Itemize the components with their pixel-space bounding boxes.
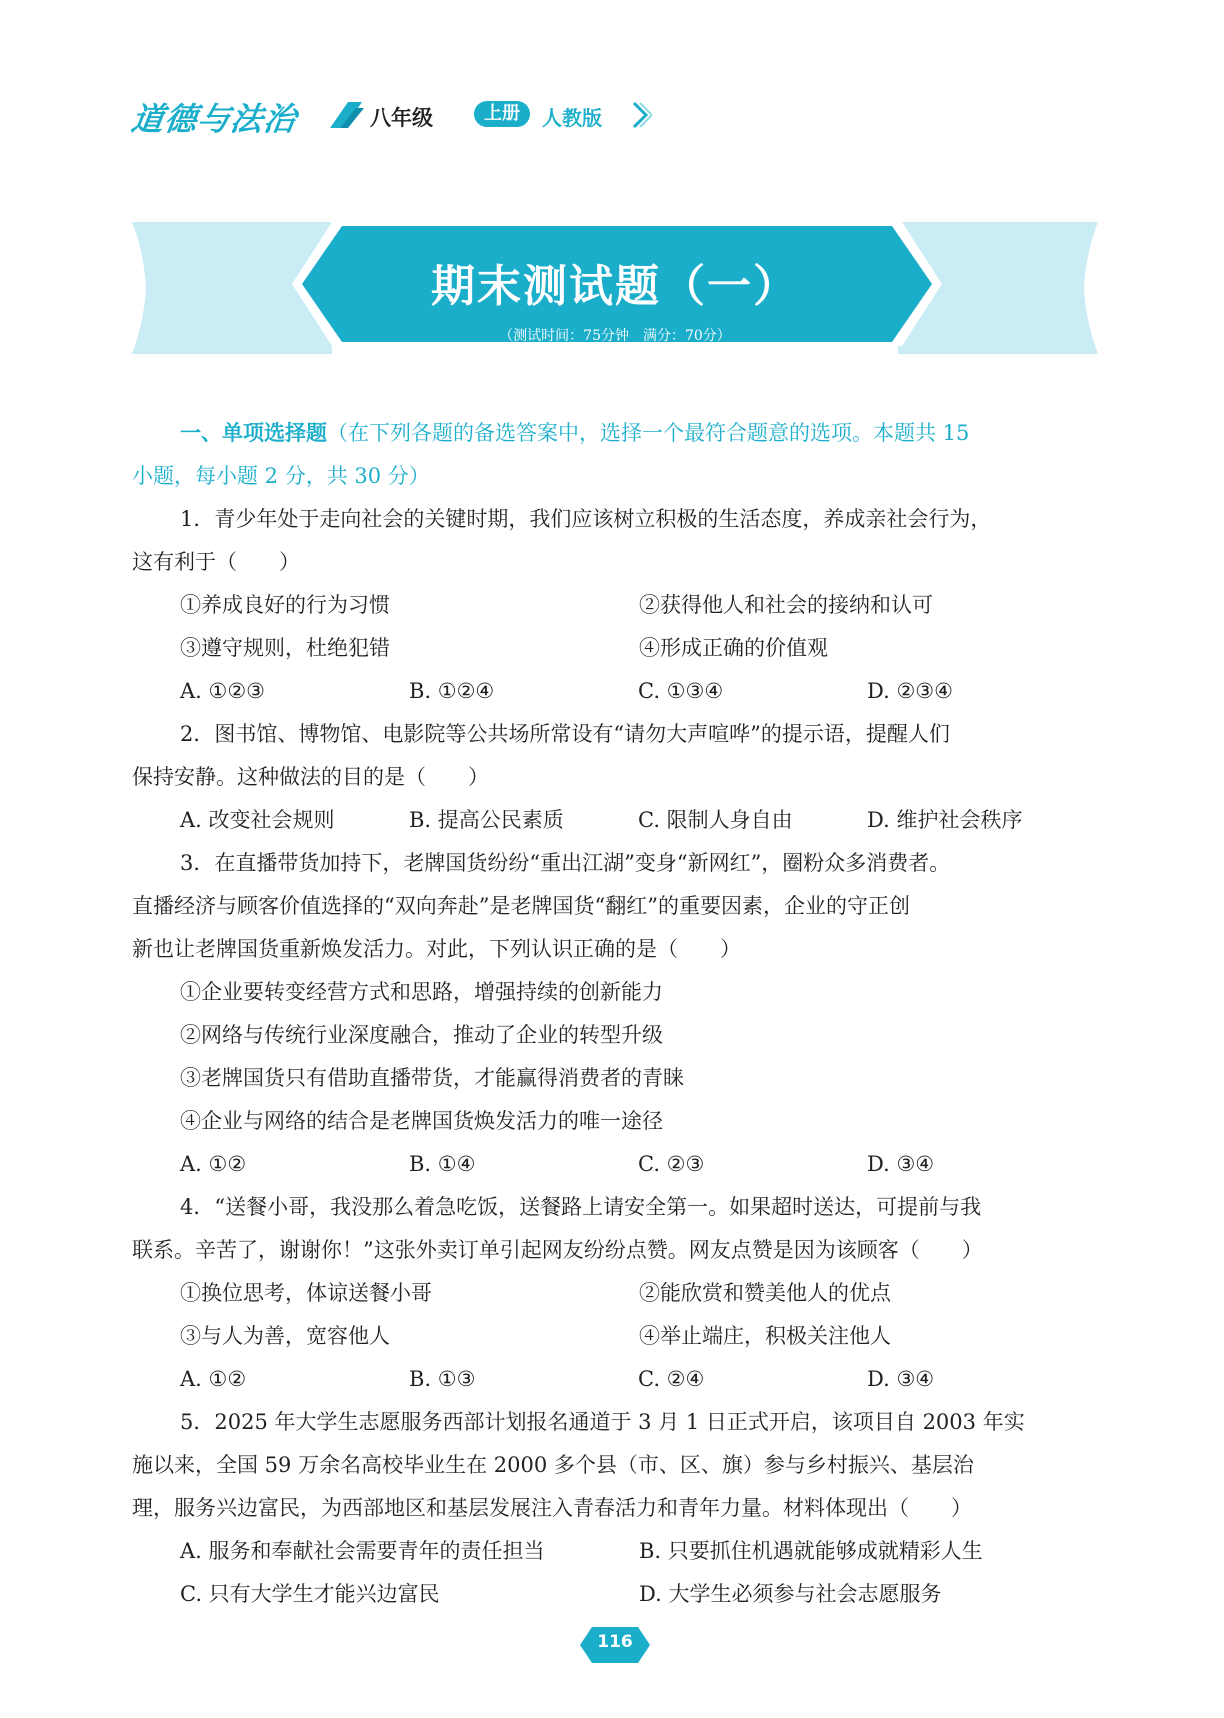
option-c[interactable]: C. ①③④ (638, 679, 724, 703)
question-4-stem-1: 4．“送餐小哥，我没那么着急吃饭，送餐路上请安全第一。如果超时送达，可提前与我 (180, 1195, 982, 1219)
statement: ③遵守规则，杜绝犯错 (180, 636, 390, 660)
question-3-stem-2: 直播经济与顾客价值选择的“双向奔赴”是老牌国货“翻红”的重要因素，企业的守正创 (132, 894, 910, 918)
title-banner (132, 222, 1098, 354)
question-1-options (132, 670, 1098, 713)
question-4-options (132, 1358, 1098, 1401)
question-4-stem-2: 联系。辛苦了，谢谢你！”这张外卖订单引起网友纷纷点赞。网友点赞是因为该顾客（ ） (132, 1238, 983, 1262)
statement: ①养成良好的行为习惯 (180, 593, 390, 617)
option-b[interactable]: B. ①④ (409, 1152, 476, 1176)
statement: ③老牌国货只有借助直播带货，才能赢得消费者的青睐 (180, 1066, 684, 1090)
question-5-options-row-1 (132, 1530, 1098, 1573)
option-a[interactable]: A. ①②③ (180, 679, 265, 703)
book-logo-icon (326, 98, 366, 132)
option-a[interactable]: A. ①② (180, 1367, 247, 1391)
statement: ①换位思考，体谅送餐小哥 (180, 1281, 432, 1305)
question-5-stem-2: 施以来，全国 59 万余名高校毕业生在 2000 多个县（市、区、旗）参与乡村振兴、基层治 (132, 1453, 974, 1477)
statement: ④企业与网络的结合是老牌国货焕发活力的唯一途径 (180, 1109, 663, 1133)
section-heading (132, 412, 1098, 455)
statement: ③与人为善，宽容他人 (180, 1324, 390, 1348)
grade-label: 八年级 (370, 106, 433, 130)
option-d[interactable]: D. ③④ (867, 1152, 935, 1176)
exam-info: （测试时间：75分钟 满分：70分） (499, 328, 731, 344)
option-a[interactable]: A. ①② (180, 1152, 247, 1176)
option-c[interactable]: C. ②④ (638, 1367, 705, 1391)
question-3-stem-1: 3．在直播带货加持下，老牌国货纷纷“重出江湖”变身“新网红”，圈粉众多消费者。 (180, 851, 951, 875)
volume-badge: 上册 (474, 101, 530, 127)
question-4-statements-row-2 (132, 1315, 1098, 1358)
question-2-stem-2: 保持安静。这种做法的目的是（ ） (132, 765, 489, 789)
edition-label: 人教版 (542, 106, 602, 130)
question-1-stem-1: 1．青少年处于走向社会的关键时期，我们应该树立积极的生活态度，养成亲社会行为， (180, 507, 992, 531)
option-b[interactable]: B. ①②④ (409, 679, 495, 703)
subject-brand: 道德与法治 (129, 100, 300, 138)
question-4-statements-row-1 (132, 1272, 1098, 1315)
option-c[interactable]: C. ②③ (638, 1152, 705, 1176)
question-5-stem-3: 理，服务兴边富民，为西部地区和基层发展注入青春活力和青年力量。材料体现出（ ） (132, 1496, 972, 1520)
question-1-statements-row-1 (132, 584, 1098, 627)
question-3-stem-3: 新也让老牌国货重新焕发活力。对此，下列认识正确的是（ ） (132, 937, 741, 961)
exam-title: 期末测试题（一） (431, 261, 799, 312)
page-number-badge (580, 1627, 650, 1663)
section-intro-1: （在下列各题的备选答案中，选择一个最符合题意的选项。本题共 15 (327, 421, 970, 445)
option-a[interactable]: A. 改变社会规则 (180, 808, 335, 832)
question-2-options (132, 799, 1098, 842)
option-d[interactable]: D. 大学生必须参与社会志愿服务 (639, 1582, 942, 1606)
question-1-statements-row-2 (132, 627, 1098, 670)
statement: ②获得他人和社会的接纳和认可 (639, 593, 933, 617)
question-1-stem-2: 这有利于（ ） (132, 550, 300, 574)
exam-content (132, 412, 1098, 1616)
statement: ④形成正确的价值观 (639, 636, 828, 660)
option-b[interactable]: B. 提高公民素质 (409, 808, 564, 832)
page-header (129, 94, 732, 144)
option-b[interactable]: B. ①③ (409, 1367, 476, 1391)
section-intro-2: 小题，每小题 2 分，共 30 分） (132, 464, 430, 488)
option-b[interactable]: B. 只要抓住机遇就能够成就精彩人生 (639, 1539, 983, 1563)
statement: ②能欣赏和赞美他人的优点 (639, 1281, 891, 1305)
question-5-stem-1: 5．2025 年大学生志愿服务西部计划报名通道于 3 月 1 日正式开启，该项目自 2003 年实 (180, 1410, 1025, 1434)
question-5-options-row-2 (132, 1573, 1098, 1616)
option-c[interactable]: C. 只有大学生才能兴边富民 (180, 1582, 440, 1606)
option-d[interactable]: D. ②③④ (867, 679, 953, 703)
statement: ④举止端庄，积极关注他人 (639, 1324, 891, 1348)
option-d[interactable]: D. 维护社会秩序 (867, 808, 1023, 832)
chevron-right-icon (630, 100, 652, 130)
option-d[interactable]: D. ③④ (867, 1367, 935, 1391)
question-3-options (132, 1143, 1098, 1186)
option-a[interactable]: A. 服务和奉献社会需要青年的责任担当 (180, 1539, 545, 1563)
statement: ②网络与传统行业深度融合，推动了企业的转型升级 (180, 1023, 663, 1047)
question-2-stem-1: 2．图书馆、博物馆、电影院等公共场所常设有“请勿大声喧哗”的提示语，提醒人们 (180, 722, 950, 746)
section-title: 一、单项选择题 (180, 421, 327, 445)
page-number: 116 (597, 1632, 633, 1652)
statement: ①企业要转变经营方式和思路，增强持续的创新能力 (180, 980, 663, 1004)
option-c[interactable]: C. 限制人身自由 (638, 808, 793, 832)
